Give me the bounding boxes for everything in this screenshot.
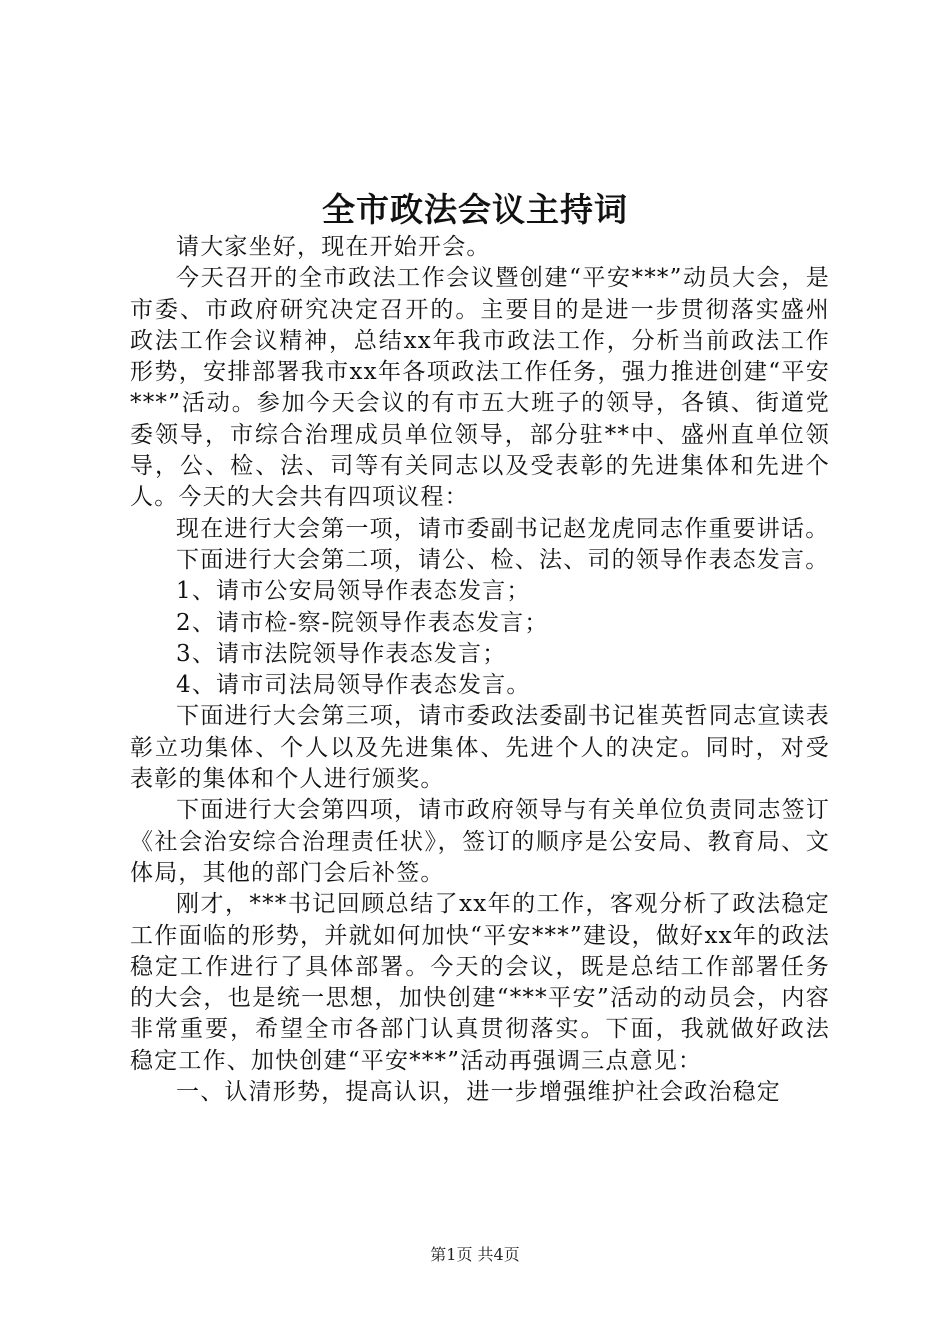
paragraph: 现在进行大会第一项，请市委副书记赵龙虎同志作重要讲话。 — [176, 515, 830, 542]
paragraph: 今天召开的全市政法工作会议暨创建“平安***”动员大会，是市委、市政府研究决定召开的。主要目的是进一步贯彻落实盛州政法工作会议精神，总结xx年我市政法工作，分析当前政法工作形势，安排部署我市xx年各项政法工作任务，强力推进创建“平安***”活动。参加今天会议的有市五大班子的领导，各镇、街道党委领导，市综合治理成员单位领导，部分驻**中、盛州直单位领导，公、检、法、司等有关同志以及受表彰的先进集体和先进个人。今天的大会共有四项议程： — [130, 265, 830, 511]
paragraph: 请大家坐好，现在开始开会。 — [176, 234, 491, 260]
list-item: 1、请市公安局领导作表态发言； — [176, 578, 531, 605]
paragraph: 下面进行大会第四项，请市政府领导与有关单位负责同志签订《社会治安综合治理责任状》，签订的顺序是公安局、教育局、文体局，其他的部门会后补签。 — [130, 797, 830, 886]
paragraph: 下面进行大会第二项，请公、检、法、司的领导作表态发言。 — [176, 546, 830, 573]
document-title: 全市政法会议主持词 — [322, 190, 628, 229]
list-item: 3、请市法院领导作表态发言； — [176, 640, 507, 667]
section-heading: 一、认清形势，提高认识，进一步增强维护社会政治稳定 — [176, 1079, 781, 1106]
list-item: 4、请市司法局领导作表态发言。 — [176, 672, 531, 699]
paragraph: 下面进行大会第三项，请市委政法委副书记崔英哲同志宣读表彰立功集体、个人以及先进集体、先进个人的决定。同时，对受表彰的集体和个人进行颁奖。 — [130, 703, 830, 793]
document-body — [130, 232, 830, 1108]
page-number-footer: 第1页 共4页 — [430, 1245, 520, 1264]
paragraph: 刚才，***书记回顾总结了xx年的工作，客观分析了政法稳定工作面临的形势，并就如何加快“平安***”建设，做好xx年的政法稳定工作进行了具体部署。今天的会议，既是总结工作部署任务的大会，也是统一思想，加快创建“***平安”活动的动员会，内容非常重要，希望全市各部门认真贯彻落实。下面，我就做好政法稳定工作、加快创建“平安***”活动再强调三点意见： — [130, 891, 830, 1074]
list-item: 2、请市检-察-院领导作表态发言； — [176, 609, 549, 636]
